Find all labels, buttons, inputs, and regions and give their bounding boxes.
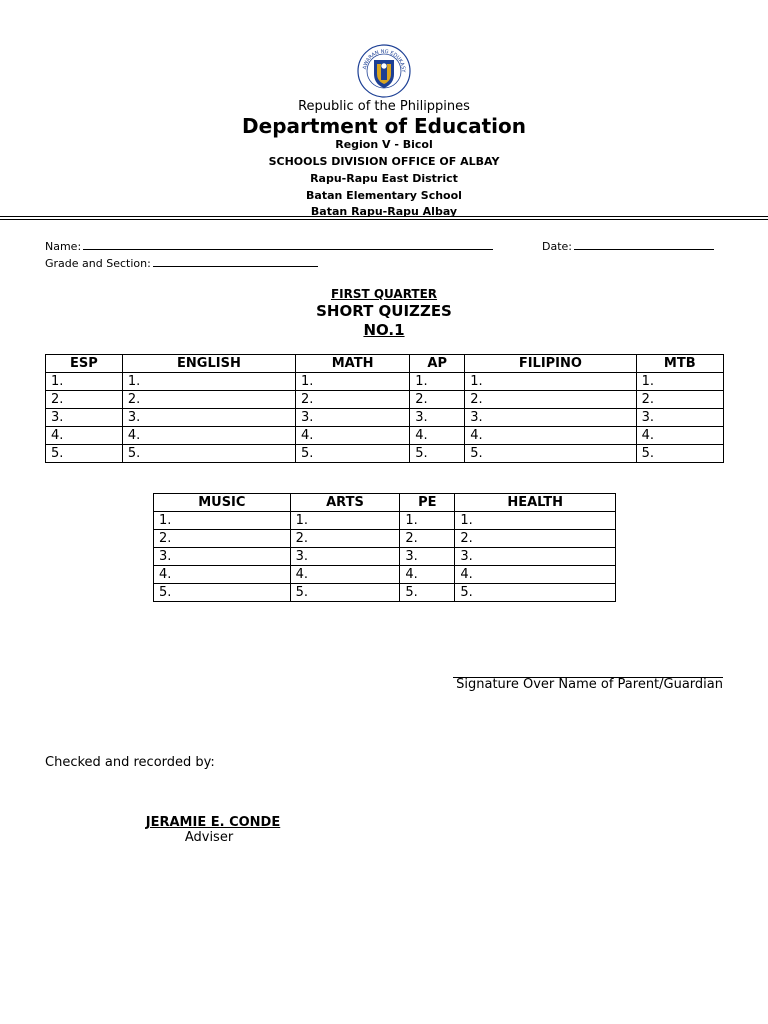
answer-cell[interactable]: 2.	[290, 530, 400, 548]
school-heading: Batan Elementary School	[306, 189, 462, 202]
answer-cell[interactable]: 5.	[154, 584, 291, 602]
table-row	[154, 566, 616, 584]
subjects-table-2	[153, 493, 616, 602]
date-field	[542, 237, 714, 253]
table-row	[154, 530, 616, 548]
answer-cell[interactable]: 4.	[296, 427, 410, 445]
answer-cell[interactable]: 4.	[400, 566, 455, 584]
answer-cell[interactable]: 1.	[290, 512, 400, 530]
answer-cell[interactable]: 3.	[46, 409, 123, 427]
answer-cell[interactable]: 3.	[410, 409, 465, 427]
table-row	[46, 409, 724, 427]
answer-cell[interactable]: 2.	[455, 530, 616, 548]
table-row	[154, 548, 616, 566]
table-row	[154, 584, 616, 602]
answer-cell[interactable]: 1.	[296, 373, 410, 391]
subjects-table-1	[45, 354, 724, 463]
answer-cell[interactable]: 5.	[46, 445, 123, 463]
answer-cell[interactable]: 4.	[122, 427, 295, 445]
answer-cell[interactable]: 5.	[290, 584, 400, 602]
department-heading: Department of Education	[242, 114, 526, 138]
adviser-title: Adviser	[184, 830, 234, 845]
quiz-title: SHORT QUIZZES	[316, 302, 452, 320]
answer-cell[interactable]: 2.	[296, 391, 410, 409]
answer-cell[interactable]: 1.	[455, 512, 616, 530]
quarter-heading: FIRST QUARTER	[330, 287, 438, 301]
answer-cell[interactable]: 4.	[46, 427, 123, 445]
answer-cell[interactable]: 4.	[154, 566, 291, 584]
answer-cell[interactable]: 3.	[400, 548, 455, 566]
column-header: HEALTH	[455, 494, 616, 512]
answer-cell[interactable]: 2.	[400, 530, 455, 548]
answer-cell[interactable]: 3.	[455, 548, 616, 566]
grade-section-field	[45, 254, 318, 270]
district-heading: Rapu-Rapu East District	[310, 172, 458, 185]
answer-cell[interactable]: 4.	[455, 566, 616, 584]
column-header: MATH	[296, 355, 410, 373]
date-label: Date:	[542, 240, 572, 253]
header-divider	[0, 219, 768, 220]
republic-heading: Republic of the Philippines	[298, 99, 470, 114]
answer-cell[interactable]: 5.	[296, 445, 410, 463]
grade-label: Grade and Section:	[45, 257, 151, 270]
column-header: MUSIC	[154, 494, 291, 512]
table-row	[46, 391, 724, 409]
answer-cell[interactable]: 5.	[400, 584, 455, 602]
answer-cell[interactable]: 1.	[465, 373, 636, 391]
answer-cell[interactable]: 5.	[410, 445, 465, 463]
answer-cell[interactable]: 5.	[122, 445, 295, 463]
column-header: ARTS	[290, 494, 400, 512]
answer-cell[interactable]: 3.	[296, 409, 410, 427]
seal-lettering: AWARAN NG EDUKASY	[362, 48, 407, 73]
answer-cell[interactable]: 2.	[46, 391, 123, 409]
division-heading: SCHOOLS DIVISION OFFICE OF ALBAY	[268, 155, 500, 168]
answer-cell[interactable]: 4.	[465, 427, 636, 445]
answer-cell[interactable]: 1.	[400, 512, 455, 530]
name-blank[interactable]	[83, 237, 493, 250]
answer-cell[interactable]: 2.	[636, 391, 723, 409]
address-heading: Batan Rapu-Rapu Albay	[310, 205, 458, 218]
column-header: MTB	[636, 355, 723, 373]
table-row	[46, 445, 724, 463]
column-header: FILIPINO	[465, 355, 636, 373]
header-divider	[0, 216, 768, 217]
column-header: ENGLISH	[122, 355, 295, 373]
answer-cell[interactable]: 4.	[636, 427, 723, 445]
answer-cell[interactable]: 2.	[122, 391, 295, 409]
answer-cell[interactable]: 3.	[636, 409, 723, 427]
name-label: Name:	[45, 240, 82, 253]
column-header: AP	[410, 355, 465, 373]
answer-cell[interactable]: 3.	[122, 409, 295, 427]
answer-cell[interactable]: 1.	[636, 373, 723, 391]
answer-cell[interactable]: 5.	[455, 584, 616, 602]
deped-seal-icon	[357, 44, 411, 98]
column-header: PE	[400, 494, 455, 512]
answer-cell[interactable]: 3.	[465, 409, 636, 427]
column-header: ESP	[46, 355, 123, 373]
answer-cell[interactable]: 2.	[465, 391, 636, 409]
answer-cell[interactable]: 5.	[465, 445, 636, 463]
answer-cell[interactable]: 1.	[410, 373, 465, 391]
table-row	[46, 373, 724, 391]
answer-cell[interactable]: 3.	[154, 548, 291, 566]
date-blank[interactable]	[574, 237, 714, 250]
table-row	[154, 512, 616, 530]
answer-cell[interactable]: 4.	[410, 427, 465, 445]
answer-cell[interactable]: 4.	[290, 566, 400, 584]
table-row	[46, 427, 724, 445]
answer-cell[interactable]: 1.	[122, 373, 295, 391]
signature-label: Signature Over Name of Parent/Guardian	[456, 677, 723, 692]
answer-cell[interactable]: 2.	[410, 391, 465, 409]
answer-cell[interactable]: 2.	[154, 530, 291, 548]
answer-cell[interactable]: 3.	[290, 548, 400, 566]
grade-section-blank[interactable]	[153, 254, 318, 267]
name-field	[45, 237, 493, 253]
answer-cell[interactable]: 1.	[154, 512, 291, 530]
answer-cell[interactable]: 5.	[636, 445, 723, 463]
adviser-name: JERAMIE E. CONDE	[145, 815, 281, 830]
region-heading: Region V - Bicol	[335, 138, 433, 151]
quiz-number: NO.1	[363, 321, 405, 339]
checked-recorded-label: Checked and recorded by:	[45, 755, 215, 770]
answer-cell[interactable]: 1.	[46, 373, 123, 391]
